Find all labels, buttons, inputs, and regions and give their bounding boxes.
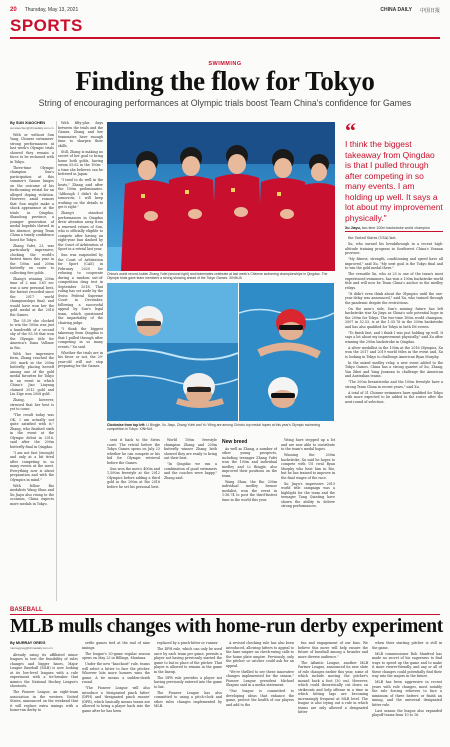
paragraph: "The result today was OK. I am actually not quite satisfied with it," Zhang, who finished sixth in the event at the Olympic debut in 2016, said after the 200m butterfly final in Qingdao. (10, 413, 54, 449)
paragraph: "I am not fast (enough) and only at a bit tired after competing in so many events at the meet. Everything now is about preparation and with the Olympics in mind." (10, 450, 54, 482)
baseball-rule (10, 614, 440, 615)
issue-date: Thursday, May 13, 2021 (24, 7, 79, 13)
quote-role: two-time 100m backstroke world champion (361, 226, 430, 230)
paragraph: A revised checking rule has also been introduced, allowing hitters to appeal to the base umpire on check-swing calls to the home plate umpire. Previously, only the pitcher or catcher could ask for an appeal. (226, 641, 294, 668)
swimmer-illustration (107, 283, 238, 421)
paragraph: MLB commissioner Rob Manfred has made no secret of his eagerness to find ways to speed up the game and to make it more viewer-friendly, and any or all of these changes could potentially find their way into the majors in the future. (372, 651, 442, 678)
paragraph: The 55.39 she clocked to win the 100m was just a hundredth of a second shy of the 55.38 that won the Olympic title for America's Dana Vollmer in Rio. (10, 318, 54, 350)
baseball-column-4 (226, 641, 294, 741)
column-paragraphs (226, 641, 294, 707)
byline-email: sunxiaochen@chinadaily.com.cn (10, 126, 54, 130)
byline: By SUN XIAOCHEN (10, 121, 46, 125)
paragraph: "We're thrilled to see these innovative changes implemented for the season," Pioneer League president Michael Shapiro said in a media statement. (226, 669, 294, 687)
page-number: 20 (10, 7, 17, 13)
paragraph: Xu Jiayu's impressive 2019 world title campaign was a highlight for the team and the teenager Tang Qianting have shown the ability to deliver strong performances. (281, 481, 335, 508)
paragraph: "I tend to do well in the heats," Zhang said after the 100m preliminaries. "Although I didn't do it tomorrow, I will keep working on the details to get it right." (58, 178, 103, 209)
byline-email: murraygreig@chinadaily.com.cn (10, 646, 53, 650)
paper-name: CHINA DAILY (380, 6, 412, 13)
column-divider (56, 121, 57, 601)
article-headline: Finding the flow for Tokyo (75, 66, 375, 96)
paragraph: With her impressive form, Zhang reached the 200 mark in the 200m butterfly, placing herself among one of the gold medal favorites for Tokyo in an event in which China's Jiao Liuyang claimed 2012 gold and Liu Zige won 2008 gold. (10, 351, 54, 396)
byline: By MURRAY GREIG (10, 641, 46, 645)
article-column-1 (10, 121, 54, 601)
paragraph: Last season the league also expanded playoff teams from 10 to 16. (372, 708, 442, 717)
baseball-column-2 (82, 641, 150, 741)
column-paragraphs (298, 641, 368, 715)
baseball-column-3 (154, 641, 222, 741)
paragraph: "To finish fast, and I think I was just holding up well. It says a lot about my improvement physically," said Xu after winning the 200m backstroke in Qingdao. (345, 330, 443, 344)
paragraph: The Atlantic League, another MLB Partner League, announced its new slate of rule changes earlier this year, some of which include moving the pitcher's mound back a foot (30 cm). However, which could theoretically cut down on strikeouts and help offense in a time in which hitting lags are becoming increasingly frequent at MLB level. The league is also trying out a rule in which teams are only allowed a designated hitter (298, 660, 368, 714)
baseball-column-6 (372, 641, 442, 741)
section-title: SPORTS (10, 16, 83, 35)
paragraph: "The 200m breaststroke and the 100m freestyle have a strong Team China in recent years," said Xu. (345, 380, 443, 389)
paragraph: As well as Zhang, a number of other young prospects, including teenager Zhang Yufei won the 100m and individual medley and Li Bingjie, also improved their positions on the team. (222, 446, 277, 478)
swimmers-photo-caption (107, 423, 335, 431)
paragraph: settle games tied at the end of nine innings. (82, 641, 150, 650)
quote-mark: “ (345, 118, 356, 143)
column-paragraphs (164, 438, 217, 480)
paragraph: Winning the 200m backstroke, Xu said he hopes to compete with US rival Ryan Murphy who beat him in Rio, but he has trained to improve in the final stages of the race. (281, 453, 335, 480)
paragraph: Yiting have stepped up a lot and are now able to contribute to the team's medal hopes. (281, 438, 335, 451)
column-paragraphs (10, 653, 78, 713)
section-rule (10, 37, 440, 39)
paragraph: Whether the trials are in his favor or not, the 29-year-old will not stop preparing for the Games. (58, 350, 103, 368)
column-paragraphs (281, 438, 335, 509)
page-header (10, 6, 440, 14)
quote-name: Xu Jiayu, (345, 226, 361, 230)
paragraph: MLB has been aggressive in recent years with rule changes, most notably the rule forcing relievers to face a minimum of three batters or finish an inning, and the universal designated hitter rule. (372, 680, 442, 707)
column-paragraphs (107, 438, 160, 489)
paragraph: On the men's side, Sun's missing future has left backstroke star Xu Jiayu as China's sole potential hope in the 200m for Tokyo. The two-time 100m world champion, 2007 in 52.53, is at the 1:55.76 in the 200m backstroke and has also qualified for Tokyo in both IM events. (345, 306, 443, 329)
paragraph: A silver medallist in the 100m at the 2016 Olympics, Xu won the 2017 and 2019 world titles in the event and, Xu is looking in Tokyo to challenge American Ryan Murphy. (345, 345, 443, 359)
paper-name-cn: 中国日报 (419, 7, 440, 14)
paragraph: The DPR rule provides a player not having previously entered into the game to bat. (154, 675, 222, 689)
baseball-section-label: BASEBALL (10, 607, 43, 613)
caption-lead: Clockwise from top left: (107, 423, 146, 427)
baseball-column-1 (10, 641, 78, 741)
paragraph: Still, Zhang is making no secret of her goal to bring home both golds, having swum 55.62 in the 100m - a time she believes can be bettered in Japan. (58, 149, 103, 176)
column-paragraphs (10, 133, 54, 507)
paragraph: "In Qingdao we ran a combination of good swimmers and the coaches were happy," Zhang said. (164, 462, 217, 480)
paragraph: "The Pioneer League will also introduce a 'designated pinch hitter' (DPH) and 'designated pinch runner' (DPR), which basically means teams are allowed to bring a player back into the game after he has been (82, 686, 150, 713)
paragraph: With or without Sun Yang, Chinese swimmers' strong performances at last week's Olympic trials showed they remain a force to be reckoned with in Tokyo. (10, 132, 54, 164)
article-column-5 (222, 438, 277, 602)
column-paragraphs (222, 447, 277, 503)
swimmer-illustration (239, 283, 334, 421)
paragraph: In the mixed medley relay, a new event added to the Tokyo Games, China has a strong quartet of Xu, Zhang, Yan Zibei and Yang Junxuan to challenge the American and Australian teams. (345, 360, 443, 378)
paragraph: fun and engagement of our fans. We believe this move will help ensure the future of baseball among a broader and more diverse audience." (298, 641, 368, 659)
quote-rule (345, 231, 443, 232)
team-photo-illustration (107, 122, 335, 271)
baseball-headline: MLB mulls changes with home-run derby experiment (10, 616, 444, 637)
article-column-4 (164, 438, 217, 602)
article-deck: String of encouraging performances at Olympic trials boost Team China's confidence for Games (38, 98, 412, 108)
swimmer-photo-right (239, 283, 334, 421)
paragraph: The versatile Xu, who at 25 is one of the team's most experienced swimmers, has won a 100m backstroke world title and will now be Team China's anchor in the medley relays. (345, 272, 443, 290)
team-photo-caption: China's world record-holder Zhang Yufei (second right) and teammates celebrate at last week's Chinese swimming championships in Qingdao. The Olympic trials gave team members a strong showing ahead of the Tokyo Games. XINHUA (107, 272, 328, 281)
column-paragraphs (345, 236, 443, 404)
caption-text: Li Bingjie, Xu Jiayu, Zhang Yufei and Yu Yiting are among China's top medal hopes at this year's Olympic swimming competition in Tokyo. XINHUA (107, 423, 321, 432)
team-celebration-photo (107, 122, 335, 271)
paragraph: Zhang Yufei, 23, was particularly impressive, clocking the world's fastest times this year in the 100m and 200m butterfly en route to collecting five golds. (10, 243, 54, 275)
paragraph: replaced by a pinch-hitter or runner. (157, 641, 219, 645)
paragraph: "I think the biggest takeaway from Qingdao is that I pulled through after competing in so many events," Xu said. (58, 326, 103, 349)
paragraph: "It didn't even think about the Olympics until the one-year delay was announced," said Xu, who trained through the pandemic despite the restrictions. (345, 291, 443, 305)
quote-attribution (345, 226, 443, 231)
paragraph: Zhang's winning 200m time of 2 min 3.61 sec was a new personal best, the fastest recorded since the 2017 world championships final, and would have won her the gold medal at the 2016 Rio Games. (10, 276, 54, 317)
paragraph: "My fitness, strength, conditioning and speed have all improved," said Xu. "My next goal is the Tokyo final and to win the gold medal there." (345, 257, 443, 270)
swimmer-photo-left (107, 283, 238, 421)
paragraph: With fifty-plus days between the trials and the Games, Zhang and her teammates have enough time to sharpen their skills. (58, 121, 103, 148)
column-paragraphs (58, 121, 103, 369)
paragraph: The Pioneer League has also committed to using a pitch-clock and other rules changes implemented by MLB. (154, 690, 222, 708)
paragraph: the United States (USA) last. (348, 236, 397, 240)
pull-quote (345, 118, 443, 231)
article-kicker: SWIMMING (208, 61, 242, 67)
paragraph: "Our league is committed to developing ideas that enhance the game, protect the health of our players and add to the (226, 689, 294, 707)
column-paragraphs (372, 641, 442, 718)
article-column-6 (281, 438, 335, 602)
paragraph: Sun was suspended by the Court of Arbitration for Sport (CAS) in February 2020 for refusing to cooperate during a random out-of-competition drug test in September 2018. That ruling has set aside by the Swiss Federal Supreme Court in December, following a successful appeal by Sun's legal team, which questioned the impartiality of the chairing judge. (58, 253, 103, 325)
article-column-3 (107, 438, 160, 602)
paragraph: Wang Shun, the Rio 200m individual medley bronze medalist, won the event in 1:56.74 to post the third-fastest time in the world this year. (222, 479, 277, 502)
paragraph: With fellow Rio medalists Wang Shun and Xu Jiayu also rising to the occasion, China expects more medals in Tokyo. (10, 483, 54, 506)
paragraph: World 100m freestyle champion Zhang and 200m butterfly winner Zhang both showed they are ready to bring out their best. (164, 438, 217, 460)
paragraph: The league's 30-game regular season opens on May 23 in Billings, Montana. (82, 651, 150, 660)
paragraph: when their starting pitcher is still in the game. (372, 641, 442, 650)
paragraph: sent it back to the Swiss court. The retrial before the Tokyo Games opens on July 23 whether he can compete or his bid for Olympic retrieval before the Games. (107, 438, 160, 465)
paragraph: The DPH rule, which can only be used once by each team per game, permits a player not having previously started the game to bat in place of the pitcher. That player is allowed to remain in the game in the lineup. (154, 647, 222, 674)
paragraph: Zhang's standout performances in Qingdao drew attention away from a renewed return of Sun, who is officially eligible to compete after having an eight-year ban slashed by the Court of Arbitration of Sport in a retrial last year. (58, 211, 103, 251)
quote-text: I think the biggest takeaway from Qingdao is that I pulled through after competing in so many events. I am holding up well. It says a lot about my improvement physically." (345, 139, 443, 223)
paragraph: The Pioneer League, an eight-team association in the western United States, announced on the weekend that it will replace extra innings with a home-run derby to (10, 690, 78, 712)
paragraph: Three-time Olympic champion Sun's participation at this summer's Games hinges on the outcome of his forthcoming retrial for an alleged doping violation. However, amid rumors that Sun might make a shock appearance at the trials in Qingdao, Shandong province, a younger generation of medal hopefuls thrived in his absence, giving Team China a timely confidence boost for Tokyo. (10, 165, 54, 242)
paragraph: Xu, who earned his breakthrough in a recent high-altitude training program in Southwest China's Yunnan province. (345, 242, 443, 255)
article-column-2 (58, 121, 103, 601)
paragraph: Under the new "knockout" rule, teams will select a hitter to face the pitcher. Whoever hits more homers wins the game. A tie means a sudden-death round. (82, 662, 150, 684)
paragraph: Sun won the men's 400m and 1,500m freestyle at the 2012 Olympics before adding a third gold in the 200m at Rio 2016 before he set his personal best. (107, 466, 160, 489)
paragraph: A total of 31 Chinese swimmers have qualified for Tokyo with more expected to be added to the roster after the next round of selection. (345, 390, 443, 404)
baseball-column-5 (298, 641, 368, 741)
column-paragraphs (154, 641, 222, 709)
paragraph: Zhang, however, stressed that her best is yet to come. (10, 398, 54, 411)
paragraph: Already using its affiliated minor leagues to test the feasibility of rules changes and bigger bases, Major League Baseball (MLB) is now looking at its low-level leagues with a rule experiment with a tie-breaker that mimics the National Hockey League's shootouts. (10, 652, 78, 688)
article-column-7 (345, 236, 443, 602)
column-paragraphs (82, 641, 150, 713)
subhead: New breed (222, 439, 248, 445)
